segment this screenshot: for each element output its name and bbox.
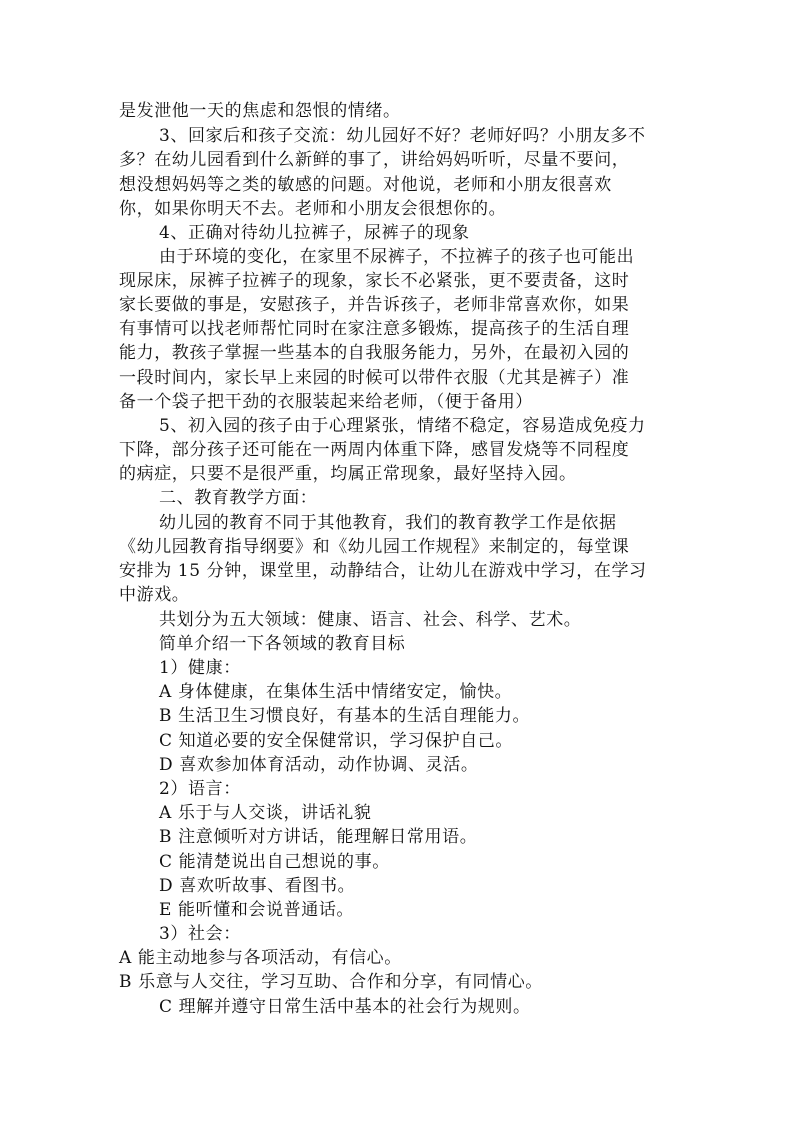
text-line: 你，如果你明天不去。老师和小朋友会很想你的。 [119, 199, 507, 219]
text-line: 5、初入园的孩子由于心理紧张，情绪不稳定，容易造成免疫力 [159, 416, 646, 436]
text-line: 想没想妈妈等之类的敏感的问题。对他说，老师和小朋友很喜欢 [119, 175, 612, 195]
list-item: C 知道必要的安全保健常识，学习保护自己。 [159, 731, 514, 751]
list-item: D 喜欢参加体育活动，动作协调、灵活。 [159, 755, 479, 775]
list-item: A 乐于与人交谈，讲话礼貌 [159, 803, 372, 823]
text-line: 下降，部分孩子还可能在一两周内体重下降，感冒发烧等不同程度 [119, 440, 630, 460]
text-line: 3、回家后和孩子交流：幼儿园好不好？老师好吗？小朋友多不 [159, 126, 646, 146]
text-line: 有事情可以找老师帮忙同时在家注意多锻炼，提高孩子的生活自理 [119, 319, 630, 339]
text-line: 现尿床，尿裤子拉裤子的现象，家长不必紧张，更不要责备，这时 [119, 271, 630, 291]
list-heading: 1）健康： [159, 658, 241, 678]
section-heading: 二、教育教学方面： [159, 488, 318, 508]
list-item: A 能主动地参与各项活动，有信心。 [119, 948, 402, 968]
text-line: 的病症，只要不是很严重，均属正常现象，最好坚持入园。 [119, 464, 577, 484]
list-item: B 生活卫生习惯良好，有基本的生活自理能力。 [159, 706, 531, 726]
list-item: C 理解并遵守日常生活中基本的社会行为规则。 [159, 997, 531, 1017]
list-item: A 身体健康，在集体生活中情绪安定，愉快。 [159, 682, 513, 702]
list-item: C 能清楚说出自己想说的事。 [159, 852, 390, 872]
text-line: 简单介绍一下各领域的教育目标 [159, 634, 406, 654]
text-line: 安排为 15 分钟，课堂里，动静结合，让幼儿在游戏中学习，在学习 [119, 561, 647, 581]
text-line: 一段时间内，家长早上来园的时候可以带件衣服（尤其是裤子）准 [119, 368, 630, 388]
text-line: 《幼儿园教育指导纲要》和《幼儿园工作规程》来制定的，每堂课 [119, 537, 630, 557]
list-heading: 2）语言： [159, 779, 241, 799]
text-line: 共划分为五大领域：健康、语言、社会、科学、艺术。 [159, 610, 582, 630]
list-item: B 注意倾听对方讲话，能理解日常用语。 [159, 827, 478, 847]
text-line: 能力，教孩子掌握一些基本的自我服务能力，另外，在最初入园的 [119, 343, 630, 363]
text-line: 备一个袋子把干劲的衣服装起来给老师，（便于备用） [119, 392, 533, 412]
section-heading: 4、正确对待幼儿拉裤子，尿裤子的现象 [159, 223, 470, 243]
text-line: 多？在幼儿园看到什么新鲜的事了，讲给妈妈听听，尽量不要问， [119, 150, 630, 170]
text-line: 中游戏。 [119, 585, 190, 605]
text-line: 家长要做的事是，安慰孩子，并告诉孩子，老师非常喜欢你，如果 [119, 295, 630, 315]
list-item: D 喜欢听故事、看图书。 [159, 876, 356, 896]
list-item: B 乐意与人交往，学习互助、合作和分享，有同情心。 [119, 972, 543, 992]
list-heading: 3）社会： [159, 924, 241, 944]
text-line: 是发泄他一天的焦虑和怨恨的情绪。 [119, 101, 401, 121]
text-line: 由于环境的变化，在家里不尿裤子，不拉裤子的孩子也可能出 [159, 247, 635, 267]
text-line: 幼儿园的教育不同于其他教育，我们的教育教学工作是依据 [159, 513, 617, 533]
list-item: E 能听懂和会说普通话。 [159, 900, 355, 920]
